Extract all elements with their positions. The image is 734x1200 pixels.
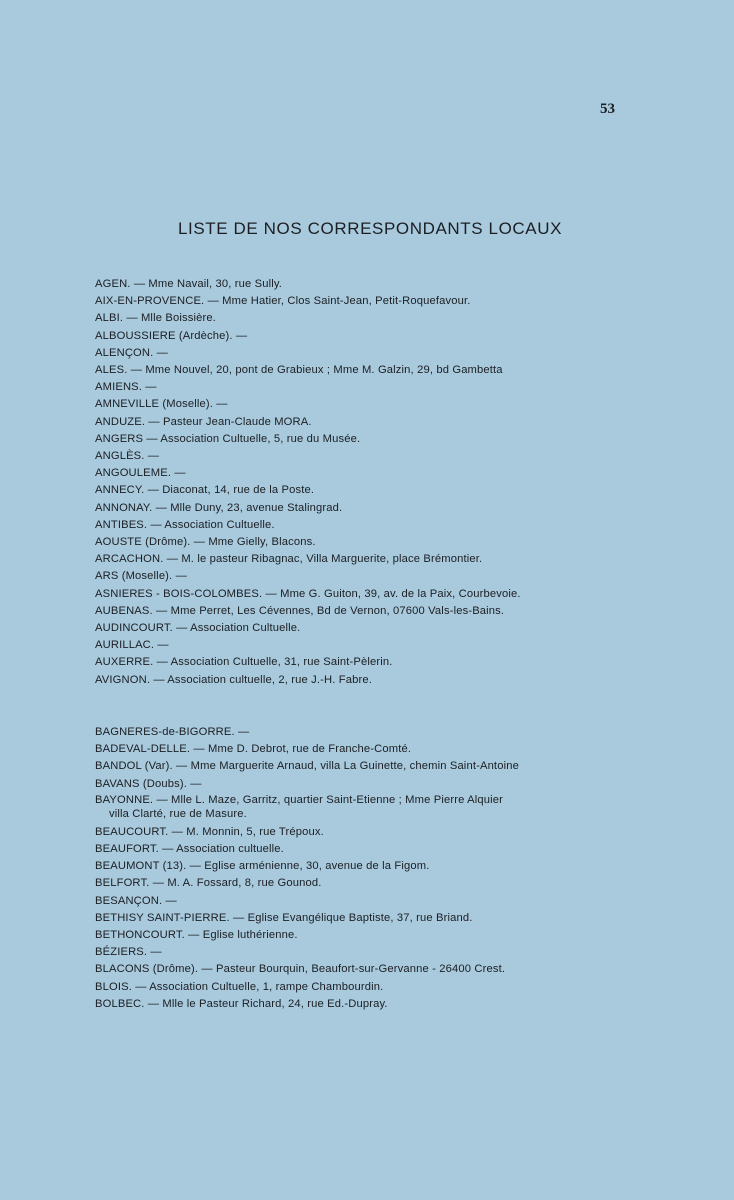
bayonne-line-2: villa Clarté, rue de Masure.	[109, 807, 247, 820]
list-item: AMNEVILLE (Moselle). —	[95, 398, 228, 411]
list-item: BAVANS (Doubs). —	[95, 777, 202, 790]
list-item: ANDUZE. — Pasteur Jean-Claude MORA.	[95, 415, 312, 428]
list-item: BADEVAL-DELLE. — Mme D. Debrot, rue de Franche-Comté.	[95, 743, 412, 756]
list-item: AVIGNON. — Association cultuelle, 2, rue J.-H. Fabre.	[95, 673, 372, 686]
list-item: BLACONS (Drôme). — Pasteur Bourquin, Beaufort-sur-Gervanne - 26400 Crest.	[95, 963, 506, 976]
list-item: ANGLÈS. —	[95, 450, 160, 463]
list-item: BAGNERES-de-BIGORRE. —	[95, 726, 250, 738]
list-item: ANNECY. — Diaconat, 14, rue de la Poste.	[95, 484, 315, 497]
list-item: BESANÇON. —	[95, 894, 177, 907]
list-item: BEAUMONT (13). — Eglise arménienne, 30, avenue de la Figom.	[95, 860, 430, 873]
list-item: ARCACHON. — M. le pasteur Ribagnac, Villa Marguerite, place Brémontier.	[95, 553, 483, 566]
list-item: AIX-EN-PROVENCE. — Mme Hatier, Clos Saint-Jean, Petit-Roquefavour.	[95, 295, 471, 308]
list-item: BANDOL (Var). — Mme Marguerite Arnaud, villa La Guinette, chemin Saint-Antoine	[95, 760, 519, 773]
list-item: ALBI. — Mlle Boissière.	[95, 312, 216, 325]
correspondents-list-b	[95, 724, 725, 1013]
list-item: BETHONCOURT. — Eglise luthérienne.	[95, 929, 298, 942]
list-item: ANGOULEME. —	[95, 467, 186, 480]
list-item: ANNONAY. — Mlle Duny, 23, avenue Stalingrad.	[95, 501, 343, 514]
list-item: AURILLAC. —	[95, 639, 169, 652]
list-item: BEAUCOURT. — M. Monnin, 5, rue Trépoux.	[95, 825, 324, 838]
list-item: AOUSTE (Drôme). — Mme Gielly, Blacons.	[95, 536, 316, 549]
list-item: BEAUFORT. — Association cultuelle.	[95, 843, 284, 856]
list-item: ALENÇON. —	[95, 346, 168, 359]
list-item-bayonne	[95, 793, 725, 824]
page-title: LISTE DE NOS CORRESPONDANTS LOCAUX	[177, 219, 563, 239]
list-item: AUBENAS. — Mme Perret, Les Cévennes, Bd de Vernon, 07600 Vals-les-Bains.	[95, 604, 505, 617]
list-item: BOLBEC. — Mlle le Pasteur Richard, 24, rue Ed.-Dupray.	[95, 997, 388, 1010]
list-item: ANTIBES. — Association Cultuelle.	[95, 518, 275, 531]
list-item: BETHISY SAINT-PIERRE. — Eglise Evangélique Baptiste, 37, rue Briand.	[95, 911, 473, 924]
list-item: ARS (Moselle). —	[95, 570, 187, 583]
list-item: BLOIS. — Association Cultuelle, 1, rampe Chambourdin.	[95, 980, 384, 993]
list-item: AMIENS. —	[95, 381, 157, 394]
list-item: ALES. — Mme Nouvel, 20, pont de Grabieux ; Mme M. Galzin, 29, bd Gambetta	[95, 364, 503, 377]
bayonne-line-1: BAYONNE. — Mlle L. Maze, Garritz, quartier Saint-Etienne ; Mme Pierre Alquier	[95, 793, 504, 806]
list-item: AUXERRE. — Association Cultuelle, 31, rue Saint-Pèlerin.	[95, 656, 393, 669]
list-item: AGEN. — Mme Navail, 30, rue Sully.	[95, 278, 283, 290]
list-item: AUDINCOURT. — Association Cultuelle.	[95, 622, 301, 635]
correspondents-list-a	[95, 276, 725, 689]
page-number: 53	[600, 101, 615, 117]
list-item: ASNIERES - BOIS-COLOMBES. — Mme G. Guiton, 39, av. de la Paix, Courbevoie.	[95, 587, 521, 600]
list-item: ALBOUSSIERE (Ardèche). —	[95, 329, 248, 342]
list-item: BELFORT. — M. A. Fossard, 8, rue Gounod.	[95, 877, 322, 890]
list-item: ANGERS — Association Cultuelle, 5, rue du Musée.	[95, 432, 361, 445]
list-item: BÉZIERS. —	[95, 946, 162, 959]
